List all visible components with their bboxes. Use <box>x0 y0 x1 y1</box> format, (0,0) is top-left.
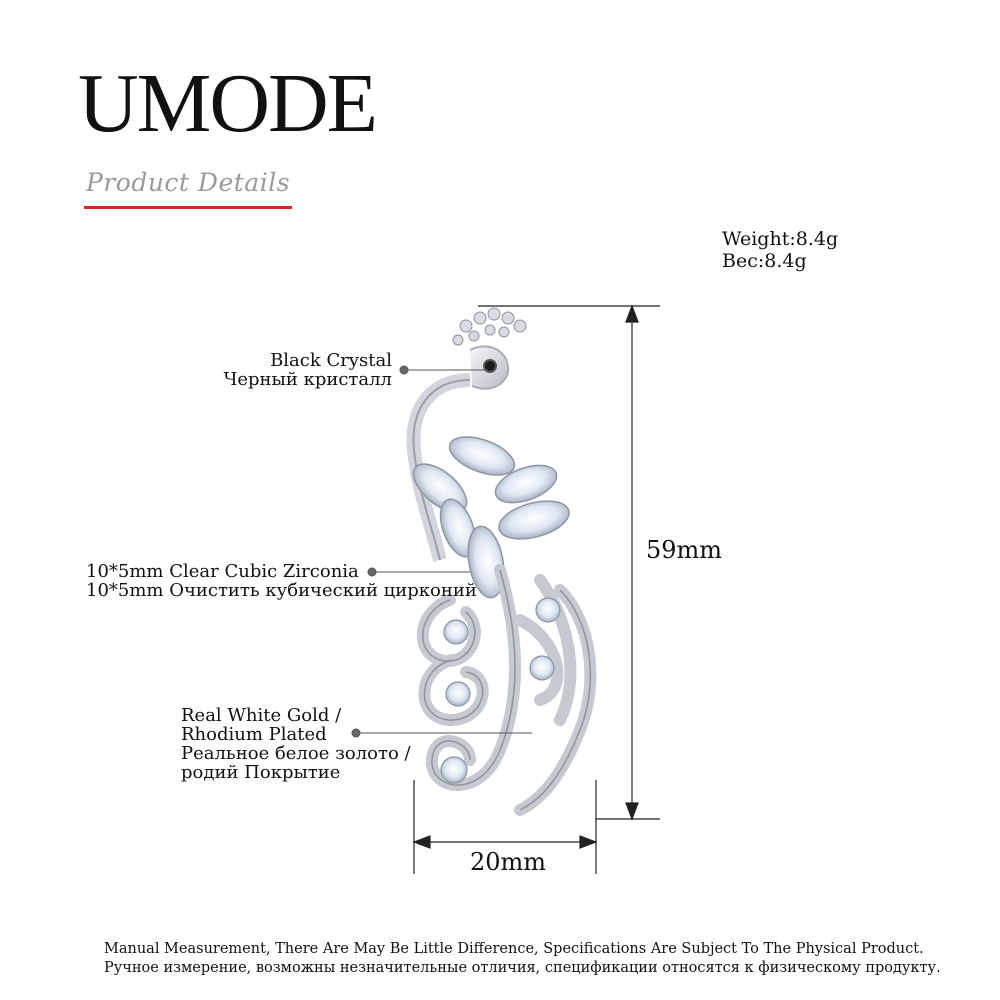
crown-stones <box>453 308 526 345</box>
weight-ru: Вес:8.4g <box>722 250 807 272</box>
callout-plating <box>181 706 411 782</box>
callout-black-crystal-ru: Черный кристалл <box>223 369 392 390</box>
callout-zirconia-ru: 10*5mm Очистить кубический цирконий <box>86 580 477 601</box>
height-dimension-label: 59mm <box>646 536 723 564</box>
section-subtitle: Product Details <box>86 168 291 197</box>
width-dimension-label: 20mm <box>470 848 547 876</box>
weight-en: Weight:8.4g <box>722 228 839 250</box>
brand-logo: UMODE <box>78 57 376 150</box>
measurement-disclaimer <box>104 940 941 978</box>
disclaimer-ru: Ручное измерение, возможны незначительные отличия, спецификации относятся к физическому продукту. <box>104 960 941 976</box>
callout-black-crystal-en: Black Crystal <box>270 350 392 371</box>
callout-plating-en-1: Real White Gold / <box>181 705 342 726</box>
callout-zirconia <box>86 562 477 600</box>
callout-black-crystal <box>223 351 392 389</box>
callout-plating-en-2: Rhodium Plated <box>181 724 327 745</box>
callout-zirconia-en: 10*5mm Clear Cubic Zirconia <box>86 561 359 582</box>
callout-plating-ru-2: родий Покрытие <box>181 762 341 783</box>
callout-plating-ru-1: Реальное белое золото / <box>181 743 411 764</box>
disclaimer-en: Manual Measurement, There Are May Be Little Difference, Specifications Are Subject To The Physical Product. <box>104 941 924 957</box>
